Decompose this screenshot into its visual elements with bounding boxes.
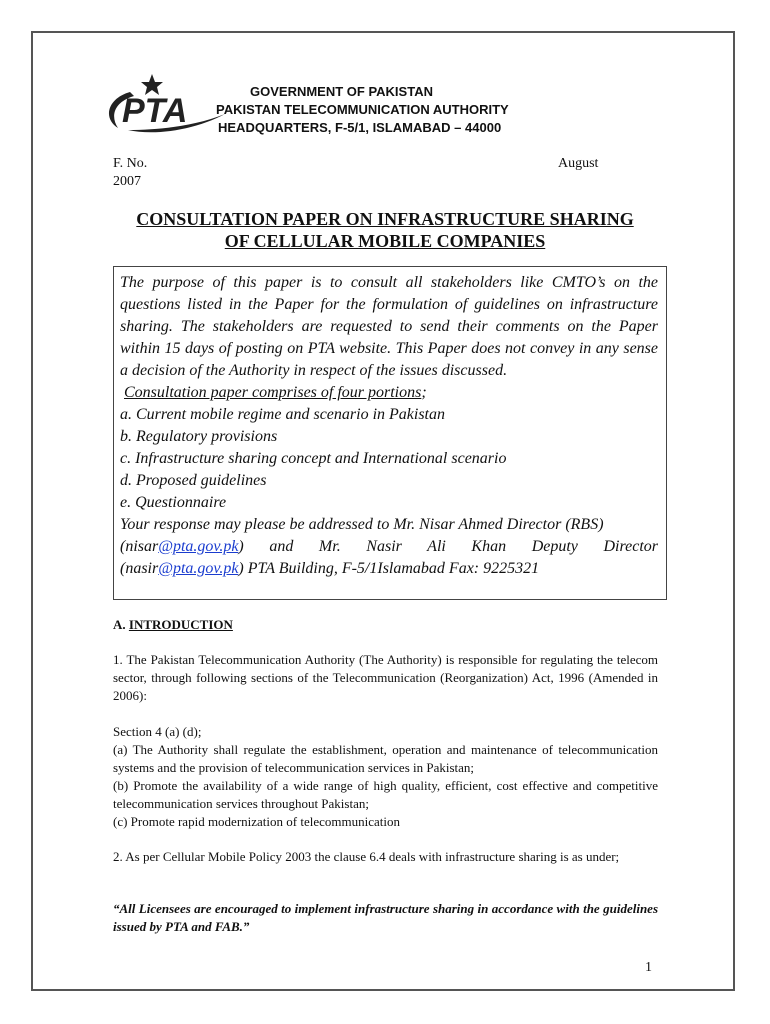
contact-line-2: (nasir@pta.gov.pk) PTA Building, F-5/1Islamabad Fax: 9225321 (120, 560, 540, 577)
paper-title: CONSULTATION PAPER ON INFRASTRUCTURE SHARING OF CELLULAR MOBILE COMPANIES (136, 209, 634, 251)
section-4-item: (c) Promote rapid modernization of telecommunication (113, 814, 400, 829)
file-number: F. No. 2007 (113, 156, 148, 189)
response-line: Your response may please be addressed to Mr. Nisar Ahmed Director (RBS) (120, 516, 604, 533)
portion-item: e. Questionnaire (120, 494, 227, 511)
email-link-nasir[interactable]: @pta.gov.pk (158, 560, 239, 577)
svg-text:PTA: PTA (122, 92, 188, 130)
portion-item: d. Proposed guidelines (120, 472, 267, 489)
date-month: August (558, 156, 599, 171)
section-4-block (113, 723, 658, 831)
purpose-paragraph: The purpose of this paper is to consult all stakeholders like CMTO’s on the questions listed in the Paper for the formulation of guidelines on infrastructure sharing. The stakeholders are requested to send their comments on the Paper within 15 days of posting on PTA website. This Paper does not convey in any sense a decision of the Authority in respect of the issues discussed. (120, 274, 658, 379)
page-number: 1 (645, 960, 652, 975)
section-heading-introduction: A. INTRODUCTION (113, 617, 233, 632)
section-4-item: (b) Promote the availability of a wide range of high quality, efficient, cost effective and competitive telecommunication services throughout Pakistan; (113, 778, 658, 811)
pta-logo (100, 70, 230, 140)
date-year: 2007 (113, 174, 141, 189)
contact-line-1: (nisar@pta.gov.pk) and Mr. Nasir Ali Khan Deputy Director (120, 538, 658, 555)
portion-item: a. Current mobile regime and scenario in Pakistan (120, 406, 445, 423)
purpose-box (113, 266, 667, 600)
section-4-heading: Section 4 (a) (d); (113, 724, 202, 739)
header-address: HEADQUARTERS, F-5/1, ISLAMABAD – 44000 (218, 120, 502, 135)
portion-item: c. Infrastructure sharing concept and International scenario (120, 450, 507, 467)
organization-header (216, 83, 576, 137)
header-government: GOVERNMENT OF PAKISTAN (250, 84, 433, 99)
portions-heading: Consultation paper comprises of four portions; (124, 384, 427, 401)
policy-quote: “All Licensees are encouraged to implement infrastructure sharing in accordance with the guidelines issued by PTA and FAB.” (113, 901, 658, 934)
paragraph-1: 1. The Pakistan Telecommunication Authority (The Authority) is responsible for regulating the telecom sector, through following sections of the Telecommunication (Reorganization) Act, 1996 (Amended in 2006): (113, 652, 658, 703)
header-authority: PAKISTAN TELECOMMUNICATION AUTHORITY (216, 102, 509, 117)
portion-item: b. Regulatory provisions (120, 428, 278, 445)
paragraph-2: 2. As per Cellular Mobile Policy 2003 the clause 6.4 deals with infrastructure sharing is as under; (113, 849, 620, 864)
email-link-nisar[interactable]: @pta.gov.pk (158, 538, 239, 555)
section-4-item: (a) The Authority shall regulate the establishment, operation and maintenance of telecommunication systems and the provision of telecommunication services in Pakistan; (113, 742, 658, 775)
